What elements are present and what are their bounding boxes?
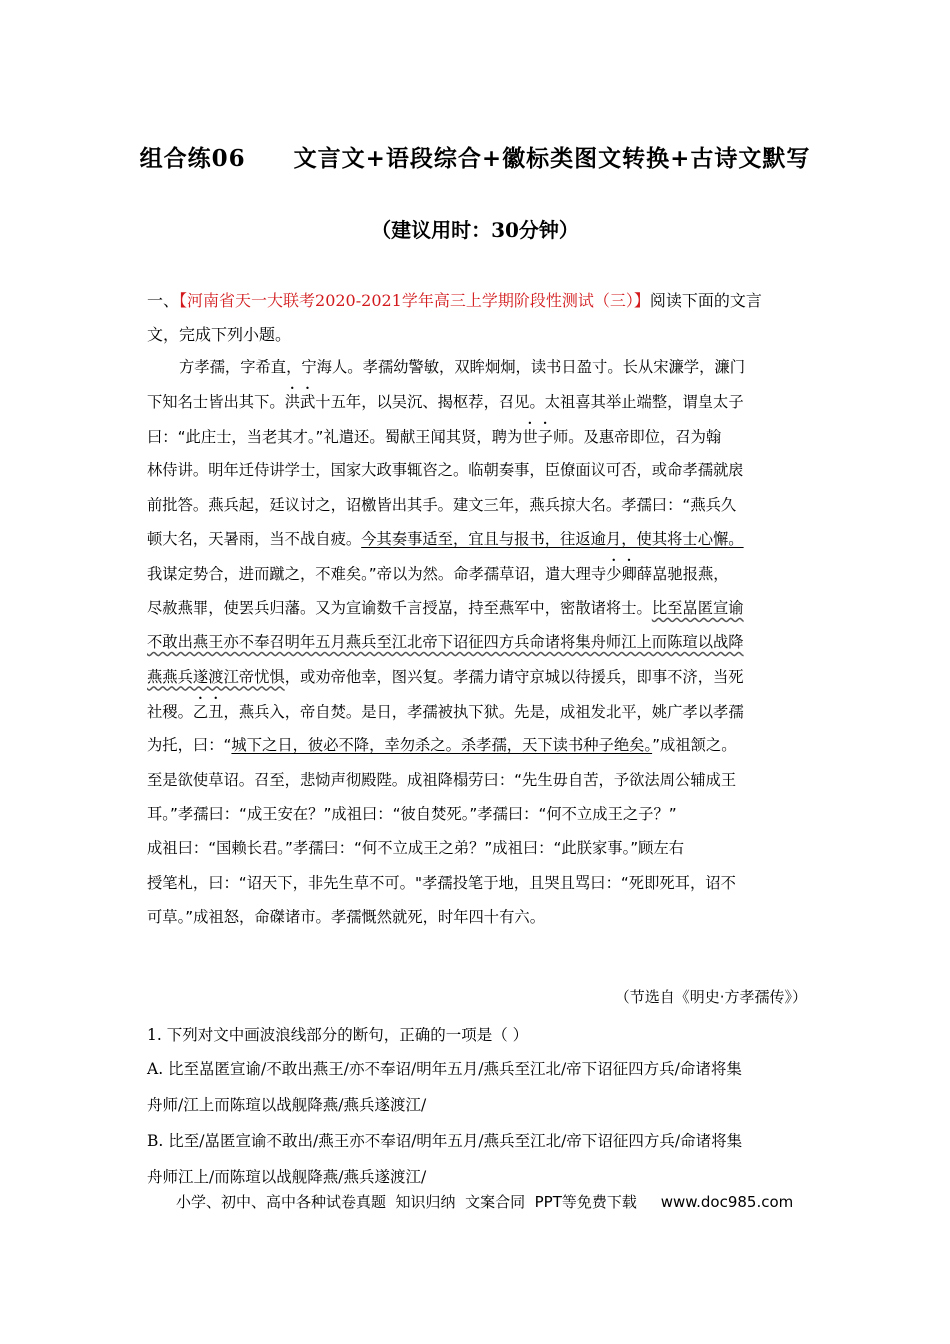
option-b-cont: 舟师江上/而陈瑄以战舰降燕/燕兵遂渡江/ — [147, 1168, 427, 1186]
passage-line: 方孝孺，字希直，宁海人。孝孺幼警敏，双眸炯炯，读书日盈寸。长从宋濂学，濂门 — [179, 358, 745, 376]
question-header — [147, 284, 807, 352]
passage-line: 曰：“此庄士，当老其才。”礼遣还。蜀献王闻其贤，聘为世子师。及惠帝即位，召为翰 — [147, 427, 722, 446]
passage-line: 尽赦燕罪，使罢兵归藩。又为宣谕数千言授嵓，持至燕军中，密散诸将士。比至嵓匿宣谕 — [147, 598, 744, 617]
passage-line: 授笔札，曰：“诏天下，非先生草不可。"孝孺投笔于地，且哭且骂曰：“死即死耳，诏不 — [147, 873, 736, 892]
passage-line: 为托，曰：“城下之日，彼必不降，幸勿杀之。杀孝孺，天下读书种子绝矣。”成祖颔之。 — [147, 736, 737, 755]
question-prompt-cont: 文，完成下列小题。 — [147, 325, 292, 344]
passage-line: 下知名士皆出其下。洪武十五年，以吴沉、揭枢荐，召见。太祖喜其举止端整，谓皇太子 — [147, 393, 744, 412]
passage-line: 可草。”成祖怒，命磔诸市。孝孺慨然就死，时年四十有六。 — [147, 908, 545, 927]
emphasis-dots: 少卿 — [606, 565, 637, 584]
passage-line: 至是欲使草诏。召至，悲恸声彻殿陛。成祖降榻劳曰：“先生毋自苦，予欲法周公辅成王 — [147, 770, 737, 789]
underlined-sentence: 今其奏事适至，宜且与报书，往返逾月，使其将士心懈。 — [361, 529, 744, 548]
question-number: 一、 — [147, 291, 180, 310]
option-b: B. 比至/嵓匿宣谕不敢出/燕王亦不奉诏/明年五月/燕兵至江北/帝下诏征四方兵/命诸将集 — [147, 1132, 743, 1150]
option-a-cont: 舟师/江上而陈瑄以战舰降燕/燕兵遂渡江/ — [147, 1096, 427, 1114]
passage-line: 林侍讲。明年迁侍讲学士，国家大政事辄咨之。临朝奏事，臣僚面议可否，或命孝孺就扆 — [147, 461, 744, 480]
question-list — [147, 1020, 812, 1194]
footer-text: 小学、初中、高中各种试卷真题 知识归纳 文案合同 PPT等免费下载 www.doc985.com — [176, 1193, 794, 1211]
passage-line: 耳。”孝孺曰：“成王安在？”成祖曰：“彼自焚死。”孝孺曰：“何不立成王之子？” — [147, 805, 677, 824]
passage-source: （节选自《明史·方孝孺传》） — [614, 988, 807, 1006]
page-title: 组合练06 文言文+语段综合+徽标类图文转换+古诗文默写 — [139, 145, 811, 172]
emphasis-dots: 洪武 — [284, 393, 316, 412]
passage-line: 前批答。燕兵起，廷议讨之，诏檄皆出其手。建文三年，燕兵掠大名。孝孺曰：“燕兵久 — [147, 495, 737, 514]
question-source: 【河南省天一大联考2020-2021学年高三上学期阶段性测试（三）】 — [179, 291, 650, 310]
passage-line: 社稷。乙丑，燕兵入，帝自焚。是日，孝孺被执下狱。先是，成祖发北平，姚广孝以孝孺 — [147, 702, 744, 721]
underlined-sentence: 城下之日，彼必不降，幸勿杀之。杀孝孺，天下读书种子绝矣。 — [231, 736, 653, 755]
wavy-underlined-text: 燕燕兵遂渡江帝忧惧 — [147, 667, 285, 686]
page-subtitle: （建议用时：30分钟） — [371, 218, 579, 242]
wavy-underlined-text: 不敢出燕王亦不奉召明年五月燕兵至江北帝下诏征四方兵命诸将集舟师江上而陈瑄以战降 — [147, 633, 744, 652]
passage-line: 燕燕兵遂渡江帝忧惧，或劝帝他幸，图兴复。孝孺力请守京城以待援兵，即事不济，当死 — [147, 667, 744, 686]
question-prompt: 阅读下面的文言 — [649, 291, 762, 310]
question-1: 1. 下列对文中画波浪线部分的断句，正确的一项是（ ） — [147, 1026, 529, 1044]
passage-line: 成祖曰：“国赖长君。”孝孺曰：“何不立成王之弟？”成祖曰：“此朕家事。”顾左右 — [147, 839, 685, 858]
option-a: A. 比至嵓匿宣谕/不敢出燕王/亦不奉诏/明年五月/燕兵至江北/帝下诏征四方兵/命诸将集 — [147, 1060, 742, 1078]
wavy-underlined-text: 比至嵓匿宣谕 — [651, 598, 744, 617]
emphasis-dots: 世子 — [522, 427, 553, 446]
emphasis-dots: 乙丑 — [192, 702, 224, 721]
passage-line: 我谋定势合，进而蹴之，不难矣。”帝以为然。命孝孺草诏，遣大理寺少卿薛嵓驰报燕， — [147, 565, 729, 584]
passage-line: 顿大名，天暑雨，当不战自疲。今其奏事适至，宜且与报书，往返逾月，使其将士心懈。 — [147, 529, 744, 548]
classical-passage — [147, 350, 807, 935]
